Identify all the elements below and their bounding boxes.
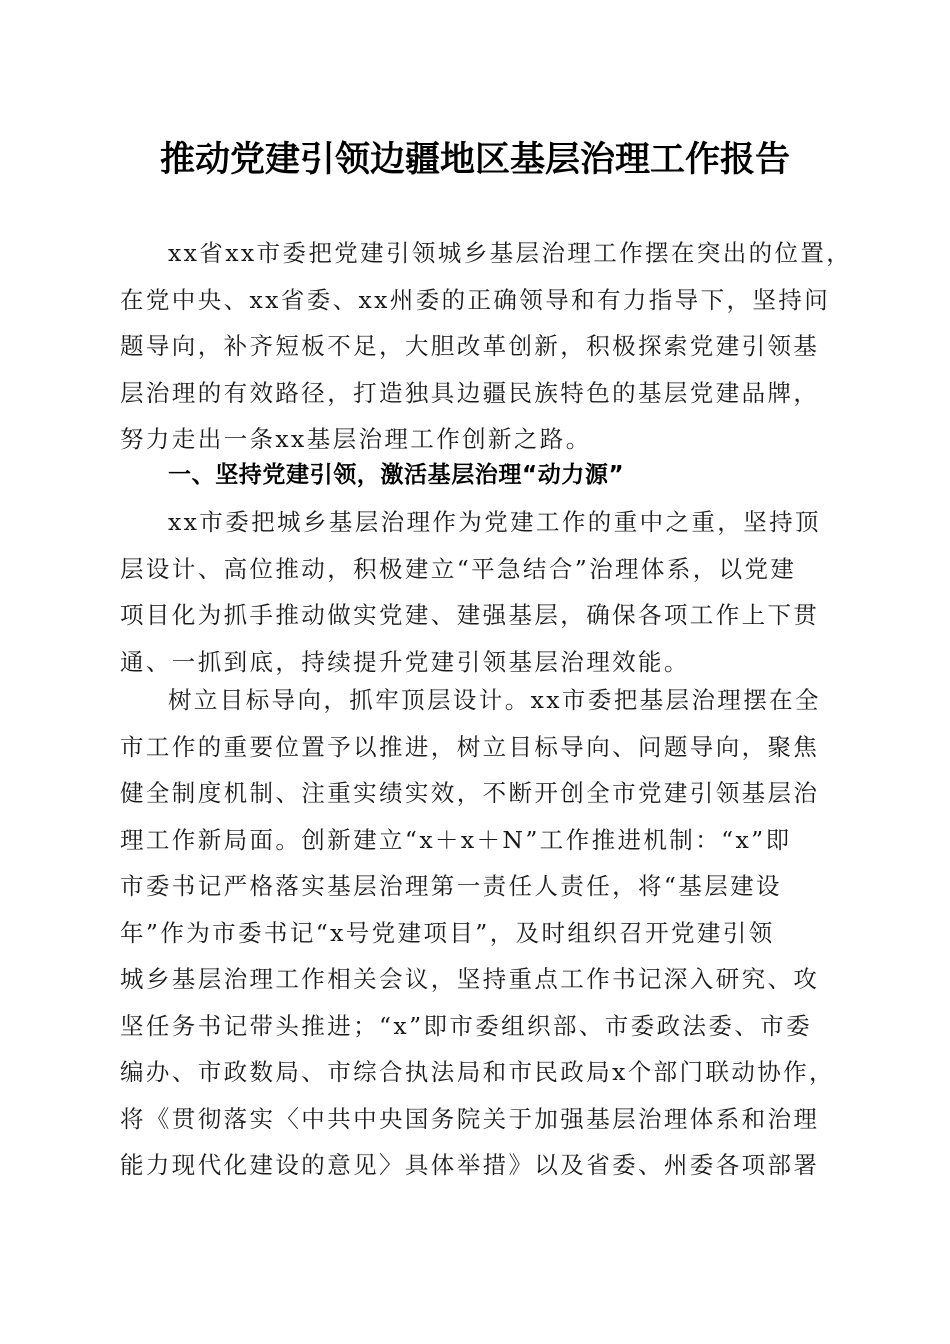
text-line: 在党中央、xx省委、xx州委的正确领导和有力指导下，坚持问 bbox=[120, 285, 831, 314]
text-line: 题导向，补齐短板不足，大胆改革创新，积极探索党建引领基 bbox=[120, 332, 820, 360]
text-line: 城乡基层治理工作相关会议，坚持重点工作书记深入研究、攻 bbox=[120, 965, 820, 993]
text-line: 市委书记严格落实基层治理第一责任人责任，将“基层建设 bbox=[120, 872, 782, 900]
text-line: 努力走出一条xx基层治理工作创新之路。 bbox=[120, 425, 592, 453]
section-heading: 一、坚持党建引领，激活基层治理“动力源” bbox=[168, 462, 625, 488]
page-title: 推动党建引领边疆地区基层治理工作报告 bbox=[159, 139, 790, 180]
text-line: 能力现代化建设的意见〉具体举措》以及省委、州委各项部署 bbox=[120, 1151, 820, 1179]
text-line: 项目化为抓手推动做实党建、建强基层，确保各项工作上下贯 bbox=[120, 601, 820, 629]
text-line: 层设计、高位推动，积极建立“平急结合”治理体系，以党建 bbox=[120, 554, 797, 583]
text-line: xx市委把城乡基层治理作为党建工作的重中之重，坚持顶 bbox=[168, 508, 821, 536]
text-line: 理工作新局面。创新建立“x＋x＋N”工作推进机制：“x”即 bbox=[120, 825, 792, 854]
text-line: 编办、市政数局、市综合执法局和市民政局x个部门联动协作， bbox=[120, 1058, 835, 1086]
text-line: 将《贯彻落实〈中共中央国务院关于加强基层治理体系和治理 bbox=[120, 1104, 820, 1133]
text-line: 市工作的重要位置予以推进，树立目标导向、问题导向，聚焦 bbox=[120, 732, 820, 761]
text-line: 年”作为市委书记“x号党建项目”，及时组织召开党建引领 bbox=[120, 918, 775, 947]
paragraph-intro bbox=[120, 230, 853, 463]
text-line: 层治理的有效路径，打造独具边疆民族特色的基层党建品牌， bbox=[120, 378, 820, 407]
text-line: 通、一抓到底，持续提升党建引领基层治理效能。 bbox=[120, 647, 690, 676]
text-line: 坚任务书记带头推进；“x”即市委组织部、市委政法委、市委 bbox=[120, 1011, 812, 1040]
paragraph-goal-orientation bbox=[120, 677, 835, 1189]
paragraph-section1-intro bbox=[120, 499, 835, 685]
text-line: xx省xx市委把党建引领城乡基层治理工作摆在突出的位置， bbox=[168, 239, 853, 267]
text-line: 健全制度机制、注重实绩实效，不断开创全市党建引领基层治 bbox=[120, 779, 820, 807]
text-line: 树立目标导向，抓牢顶层设计。xx市委把基层治理摆在全 bbox=[168, 686, 821, 714]
